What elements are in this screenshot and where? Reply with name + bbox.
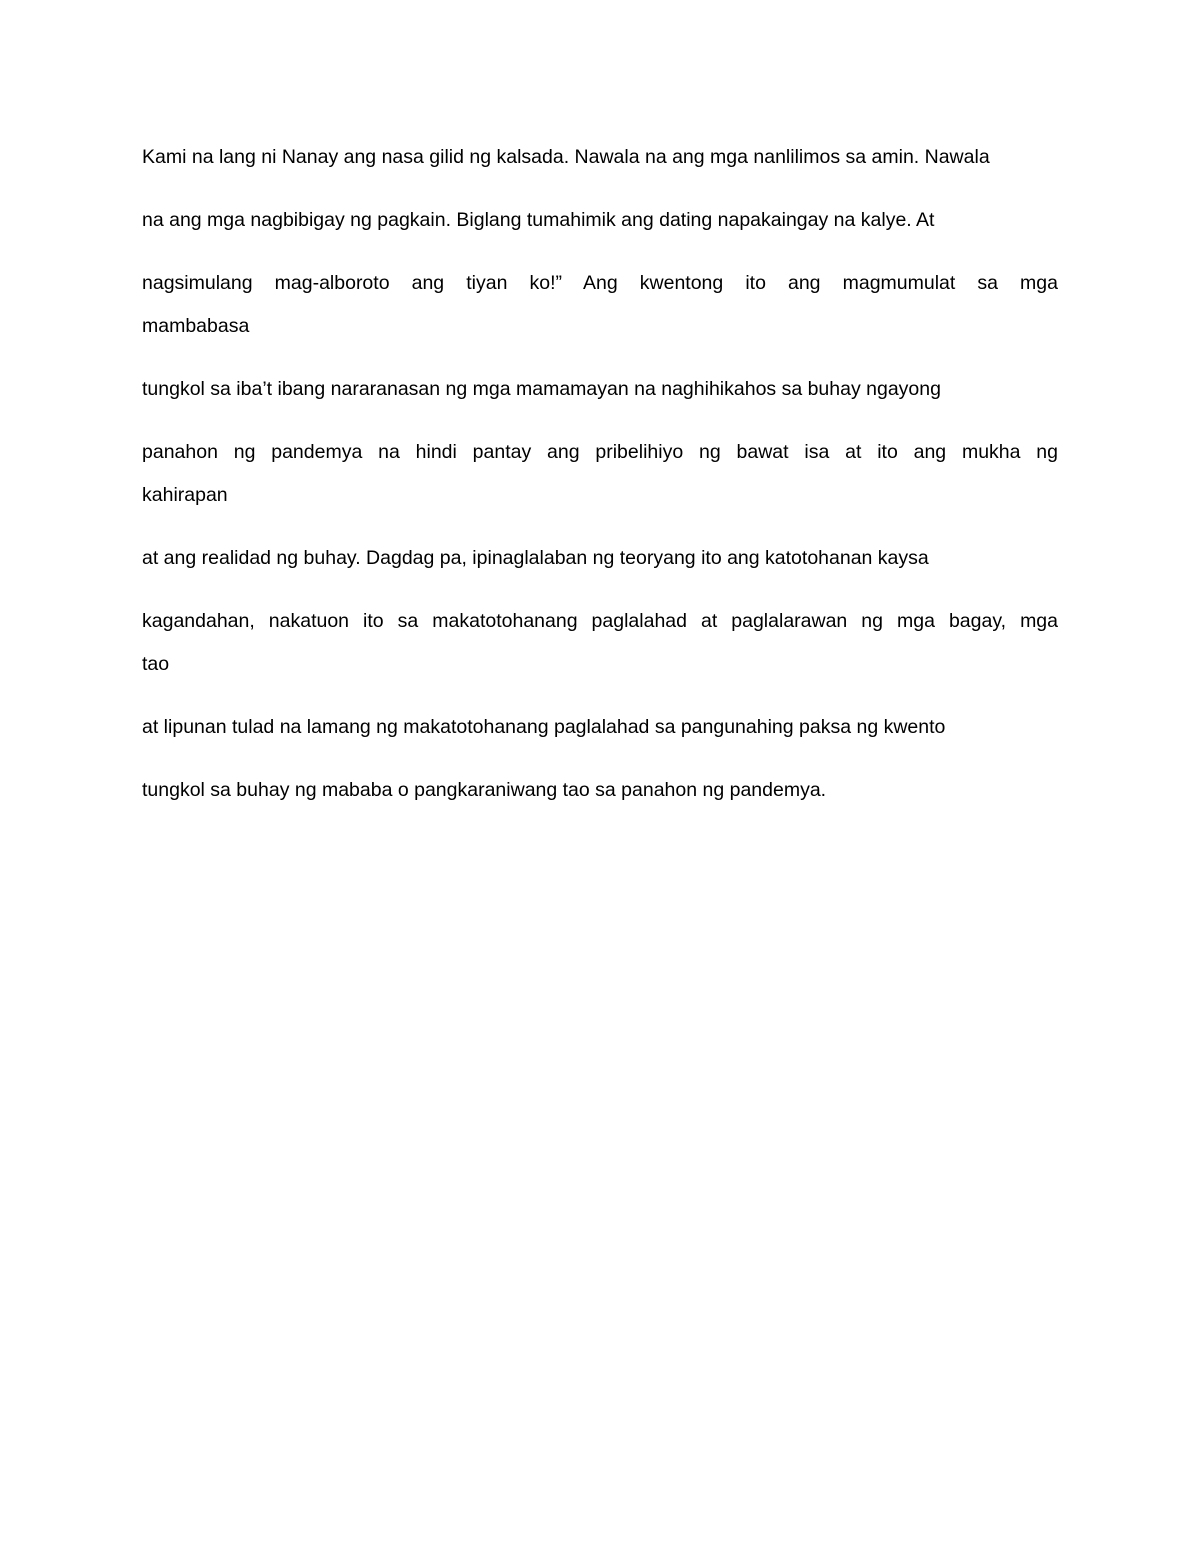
text-line-9: kagandahan, nakatuon ito sa makatotohanang paglalahad at paglalarawan ng mga bagay, mga [142, 610, 1058, 632]
text-line-2: na ang mga nagbibigay ng pagkain. Biglang tumahimik ang dating napakaingay na kalye. At [142, 209, 935, 231]
text-line-12: tungkol sa buhay ng mababa o pangkaraniwang tao sa panahon ng pandemya. [142, 779, 827, 801]
text-line-4: mambabasa [142, 315, 250, 337]
document-body [142, 140, 1058, 807]
text-line-3: nagsimulang mag-alboroto ang tiyan ko!” Ang kwentong ito ang magmumulat sa mga [142, 272, 1058, 294]
text-line-1: Kami na lang ni Nanay ang nasa gilid ng kalsada. Nawala na ang mga nanlilimos sa amin. Nawala [142, 146, 990, 168]
text-line-5: tungkol sa iba’t ibang nararanasan ng mga mamamayan na naghihikahos sa buhay ngayong [142, 378, 941, 400]
text-line-8: at ang realidad ng buhay. Dagdag pa, ipinaglalaban ng teoryang ito ang katotohanan kaysa [142, 547, 929, 569]
text-line-7: kahirapan [142, 484, 228, 506]
text-line-11: at lipunan tulad na lamang ng makatotohanang paglalahad sa pangunahing paksa ng kwento [142, 716, 946, 738]
text-line-10: tao [142, 653, 170, 675]
text-line-6: panahon ng pandemya na hindi pantay ang pribelihiyo ng bawat isa at ito ang mukha ng [142, 441, 1058, 463]
